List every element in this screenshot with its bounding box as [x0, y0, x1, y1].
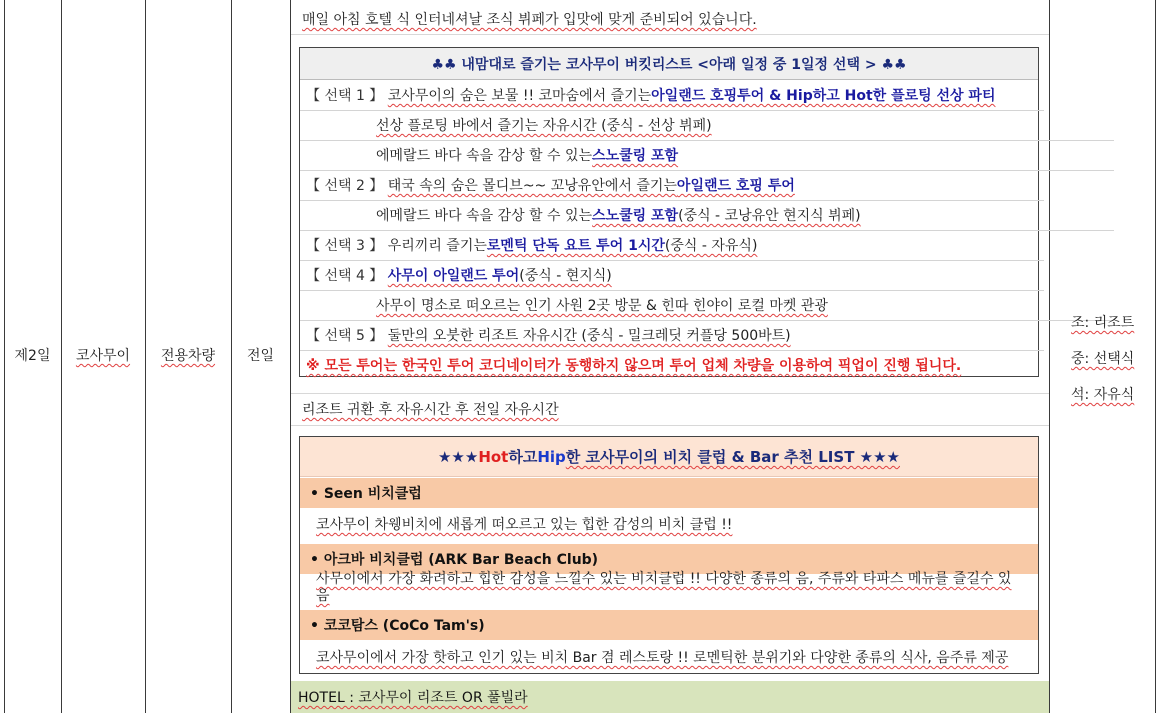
option-label: 【 선택 4 】: [306, 268, 384, 284]
option-highlight: 아일랜드 호핑투어 & Hip하고 Hot한 플로팅 선상 파티: [651, 88, 996, 104]
bucket-row: [300, 260, 1044, 291]
hotel-text: HOTEL : 코사무이 리조트 OR 풀빌라: [298, 690, 528, 706]
bucket-row: [300, 200, 1114, 231]
beach-club-title: [300, 437, 1038, 477]
grid-line: [291, 425, 1049, 426]
place-cell: 코사무이: [75, 348, 131, 364]
club-description: [300, 514, 1054, 534]
option-tail: (중식 - 현지식): [519, 268, 612, 284]
bucket-list-title: ♣♣ 내맘대로 즐기는 코사무이 버킷리스트 <아래 일정 중 1일정 선택 > ♣♣: [300, 48, 1038, 80]
meal-dinner: 석: 자유식: [1071, 387, 1135, 403]
title-hot: Hot: [478, 447, 509, 466]
title-text: 하고: [508, 448, 538, 466]
grid-line: [291, 34, 1049, 35]
option-text: 에메랄드 바다 속을 감상 할 수 있는: [376, 208, 593, 224]
beach-club-box: [299, 436, 1039, 674]
hotel-row: [291, 681, 1049, 713]
club-description: [300, 647, 1054, 667]
tour-warning: ※ 모든 투어는 한국인 투어 코디네이터가 동행하지 않으며 투어 업체 차량을 이용하여 픽업이 진행 됩니다.: [306, 358, 962, 374]
option-label: 【 선택 1 】: [306, 88, 384, 104]
club-heading: [300, 478, 1038, 508]
bucket-list-box: [299, 47, 1039, 377]
option-text: 선상 플로팅 바에서 즐기는 자유시간 (중식 - 선상 뷔페): [376, 118, 712, 134]
option-highlight: 사무이 아일랜드 투어: [387, 268, 520, 284]
table-border-right: [1155, 0, 1156, 713]
option-highlight: 아일랜드 호핑 투어: [676, 178, 795, 194]
option-text: 둘만의 오붓한 리조트 자유시간 (중식 - 밀크레딧 커플당 500바트): [387, 328, 791, 344]
option-label: 【 선택 5 】: [306, 328, 384, 344]
option-text: 코사무이의 숨은 보물 !! 코마숨에서 즐기는: [387, 88, 652, 104]
bucket-row: [300, 230, 1044, 261]
breakfast-note: 매일 아침 호텔 식 인터네셔날 조식 뷔페가 입맛에 맞게 준비되어 있습니다.: [302, 12, 757, 28]
option-highlight: 로멘틱 단독 요트 투어 1시간: [486, 238, 665, 254]
option-highlight: 스노쿨링 포함: [592, 208, 679, 224]
bucket-row: [300, 290, 1114, 321]
club-heading: [300, 610, 1038, 640]
option-text: 에메랄드 바다 속을 감상 할 수 있는: [376, 148, 593, 164]
title-hip: Hip: [537, 447, 566, 466]
club-heading: [300, 544, 1038, 574]
option-text: 태국 속의 숨은 몰디브~~ 꼬낭유안에서 즐기는: [387, 178, 677, 194]
club-description: [300, 571, 1038, 605]
time-cell: 전일: [246, 348, 275, 364]
option-label: 【 선택 3 】: [306, 238, 384, 254]
club-name: • 아크바 비치클럽 (ARK Bar Beach Club): [310, 552, 599, 568]
option-highlight: 스노쿨링 포함: [592, 148, 679, 164]
bucket-row: [300, 170, 1044, 201]
option-tail: (중식 - 코낭유안 현지식 뷔페): [678, 208, 861, 224]
bucket-row: [300, 80, 1044, 111]
club-name: • 코코탐스 (CoCo Tam's): [310, 618, 485, 634]
club-desc-text: 코사무이에서 가장 핫하고 인기 있는 비치 Bar 겸 레스토랑 !! 로멘틱한 분위기와 다양한 종류의 식사, 음주류 제공: [316, 650, 1009, 666]
bucket-row: [300, 110, 1114, 141]
club-desc-text: 코사무이 차웽비치에 새롭게 떠오르고 있는 힙한 감성의 비치 클럽 !!: [316, 517, 733, 533]
day-cell: 제2일: [14, 348, 51, 364]
column-divider: [290, 0, 291, 713]
title-stars: ★★★: [437, 447, 479, 466]
bucket-warning-row: [300, 350, 1044, 380]
club-desc-text: 사무이에서 가장 화려하고 힙한 감성을 느낄수 있는 비치클럽 !! 다양한 종류의 음, 주류와 타파스 메뉴를 즐길수 있음: [316, 571, 1012, 604]
resort-note: 리조트 귀환 후 자유시간 후 전일 자유시간: [302, 402, 559, 418]
option-label: 【 선택 2 】: [306, 178, 384, 194]
option-tail: (중식 - 자유식): [664, 238, 758, 254]
club-name: • Seen 비치클럽: [310, 486, 422, 502]
bucket-row: [300, 140, 1114, 171]
grid-line: [291, 393, 1049, 394]
transport-cell: 전용차량: [160, 348, 216, 364]
column-divider: [1049, 0, 1050, 713]
option-text: 사무이 명소로 떠오르는 인기 사원 2곳 방문 & 힌따 힌야이 로컬 마켓 관광: [376, 298, 828, 314]
title-text: 한 코사무이의 비치 클럽 & Bar 추천 LIST ★★★: [565, 448, 900, 466]
meal-lunch: 중: 선택식: [1071, 351, 1135, 367]
option-text: 우리끼리 즐기는: [387, 238, 487, 254]
meal-breakfast: 조: 리조트: [1071, 315, 1135, 331]
bucket-row: [300, 320, 1044, 351]
